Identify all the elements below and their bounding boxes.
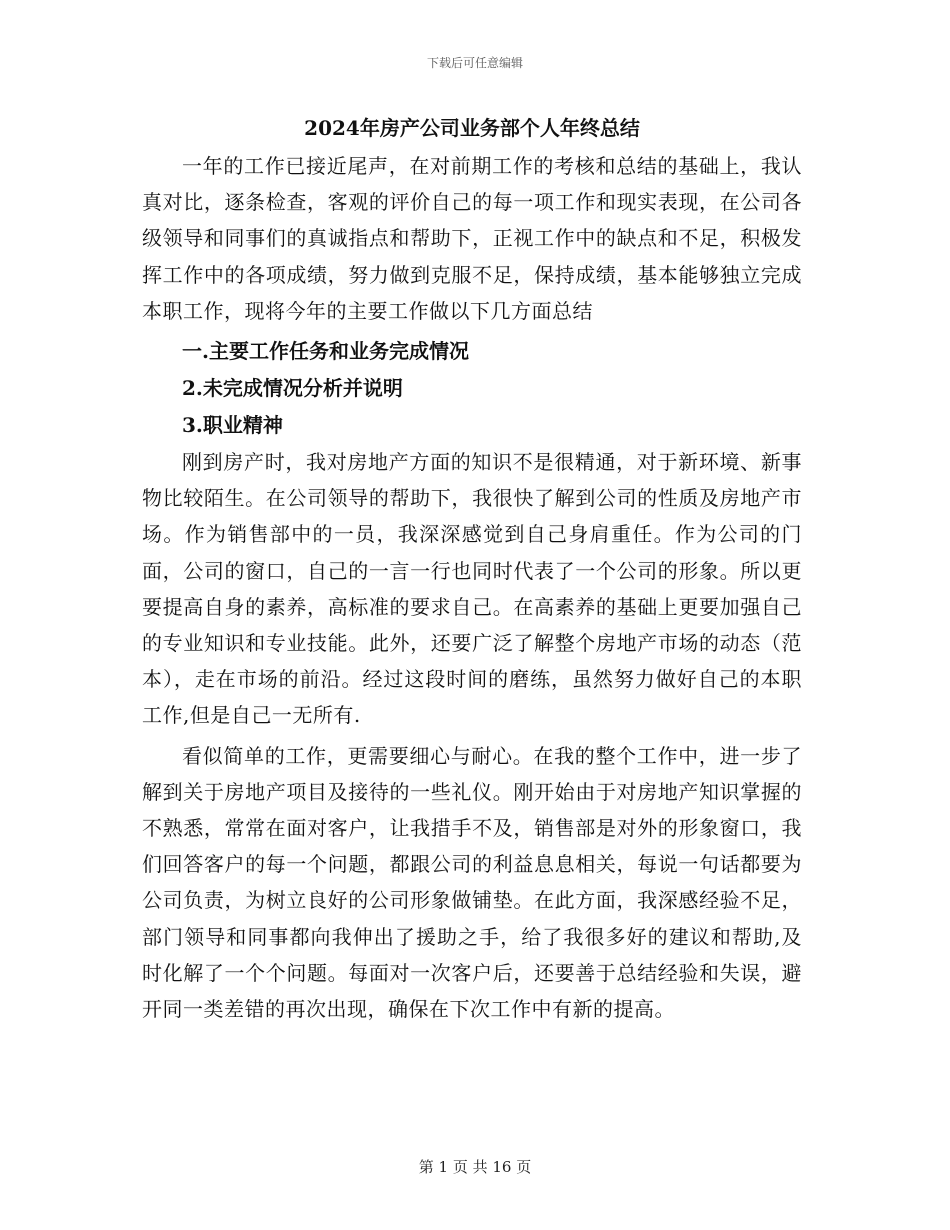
intro-paragraph: 一年的工作已接近尾声，在对前期工作的考核和总结的基础上，我认真对比，逐条检查，客观的评价自己的每一项工作和现实表现，在公司各级领导和同事们的真诚指点和帮助下，正视工作中的缺点和不足，积极发挥工作中的各项成绩，努力做到克服不足，保持成绩，基本能够独立完成本职工作，现将今年的主要工作做以下几方面总结 [142,154,802,323]
body-paragraph-1: 刚到房产时，我对房地产方面的知识不是很精通，对于新环境、新事物比较陌生。在公司领导的帮助下，我很快了解到公司的性质及房地产市场。作为销售部中的一员，我深深感觉到自己身肩重任。作为公司的门面，公司的窗口，自己的一言一行也同时代表了一个公司的形象。所以更要提高自身的素养，高标准的要求自己。在高素养的基础上更要加强自己的专业知识和专业技能。此外，还要广泛了解整个房地产市场的动态（范本），走在市场的前沿。经过这段时间的磨练，虽然努力做好自己的本职工作,但是自己一无所有. [142,450,802,728]
document-body [142,110,802,1027]
page-footer: 第 1 页 共 16 页 [418,1158,532,1176]
header-note: 下载后可任意编辑 [426,56,523,70]
body-paragraph-2: 看似简单的工作，更需要细心与耐心。在我的整个工作中，进一步了解到关于房地产项目及接待的一些礼仪。刚开始由于对房地产知识掌握的不熟悉，常常在面对客户，让我措手不及，销售部是对外的形象窗口，我们回答客户的每一个问题，都跟公司的利益息息相关，每说一句话都要为公司负责，为树立良好的公司形象做铺垫。在此方面，我深感经验不足，部门领导和同事都向我伸出了援助之手，给了我很多好的建议和帮助,及时化解了一个个问题。每面对一次客户后，还要善于总结经验和失误，避开同一类差错的再次出现，确保在下次工作中有新的提高。 [142,743,802,1022]
section-heading-3: 3.职业精神 [182,413,283,438]
document-title: 2024年房产公司业务部个人年终总结 [304,116,640,140]
section-heading-1: 一.主要工作任务和业务完成情况 [182,339,469,364]
section-heading-2: 2.未完成情况分析并说明 [182,376,403,401]
